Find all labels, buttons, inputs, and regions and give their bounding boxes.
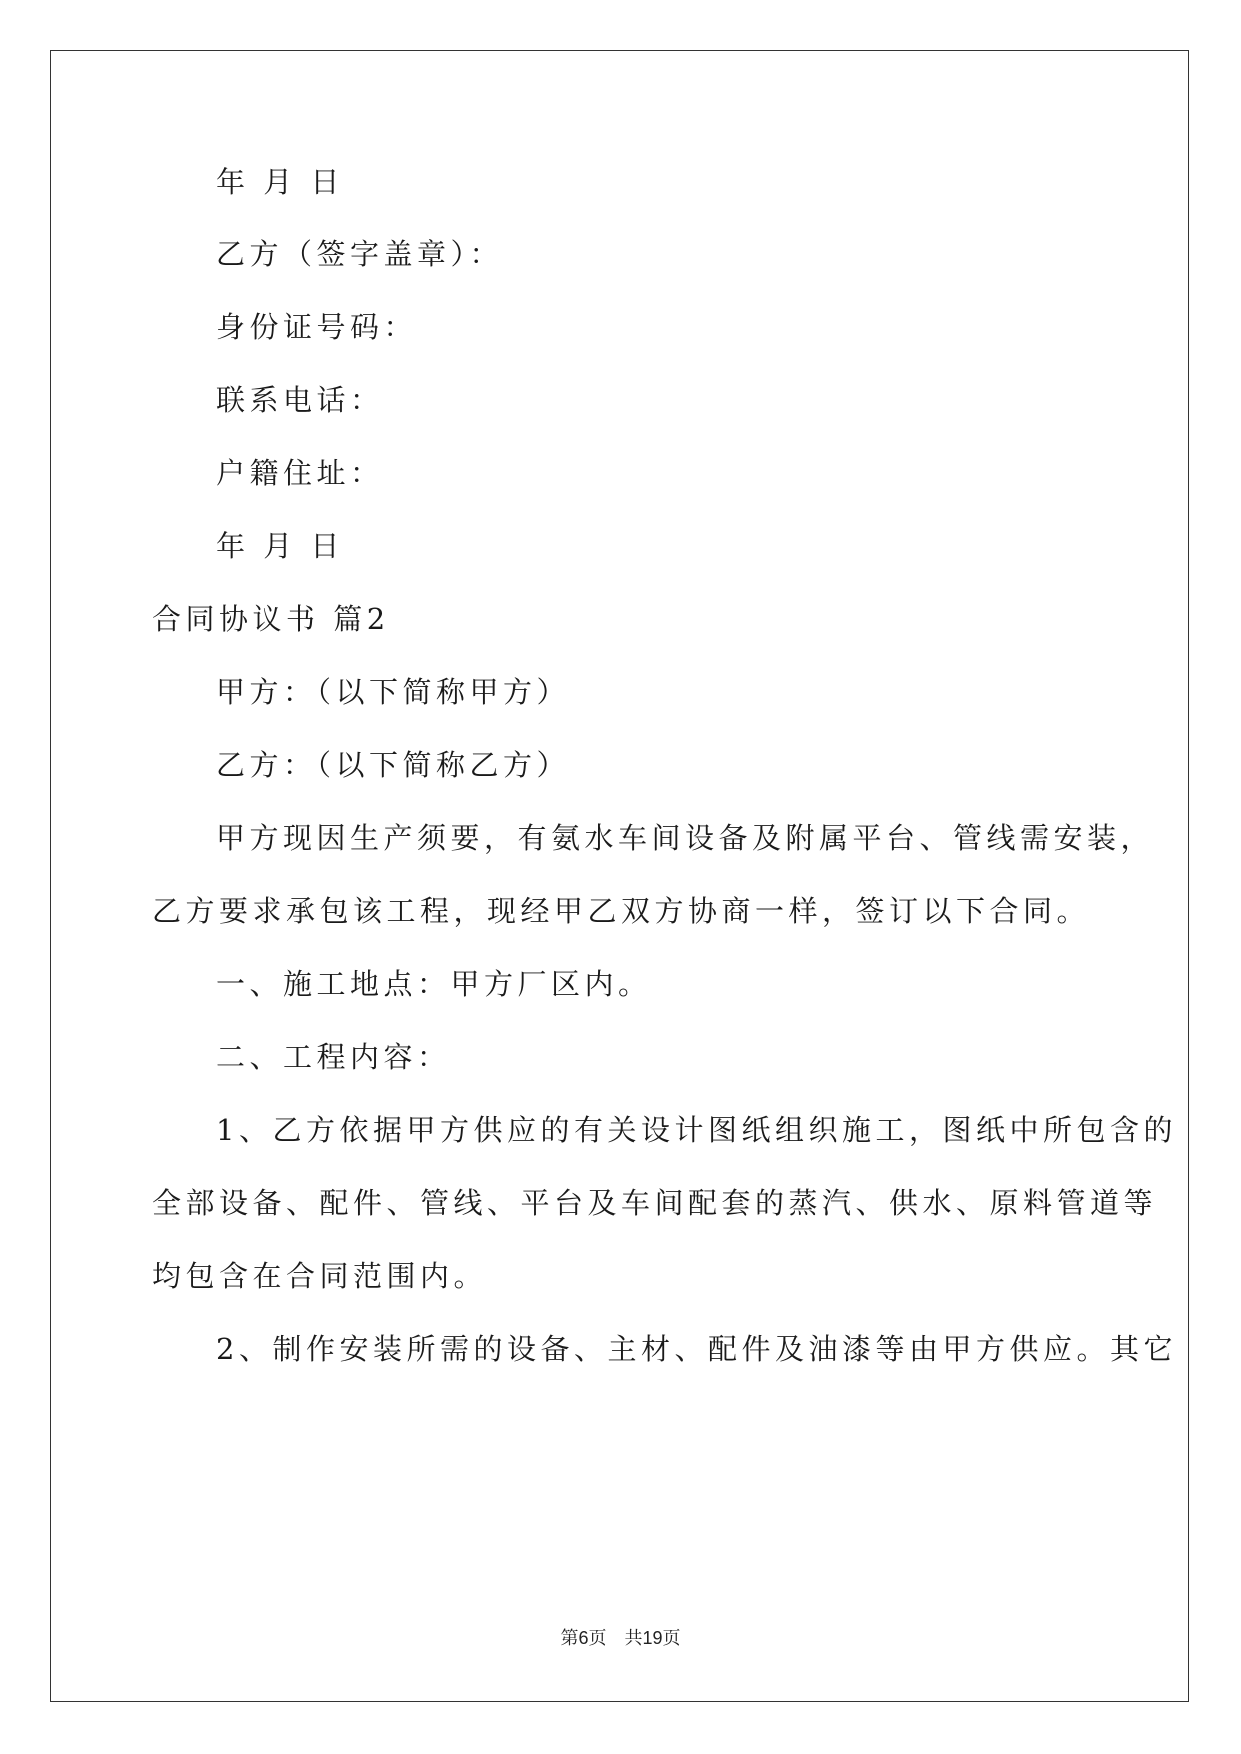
address-line: 户籍住址： bbox=[216, 456, 384, 490]
paragraph-line: 全部设备、配件、管线、平台及车间配套的蒸汽、供水、原料管道等 bbox=[152, 1186, 1158, 1220]
page-footer bbox=[0, 1624, 1241, 1650]
paragraph-line: 1、乙方依据甲方供应的有关设计图纸组织施工，图纸中所包含的 bbox=[216, 1113, 1177, 1147]
paragraph-line: 乙方要求承包该工程，现经甲乙双方协商一样，签订以下合同。 bbox=[152, 894, 1091, 928]
paragraph-line: 2、制作安装所需的设备、主材、配件及油漆等由甲方供应。其它 bbox=[216, 1332, 1177, 1366]
total-pages-number: 19 bbox=[642, 1628, 663, 1648]
paragraph-line: 均包含在合同范围内。 bbox=[152, 1259, 488, 1293]
page-border bbox=[50, 50, 1189, 1702]
paragraph-line: 甲方现因生产须要，有氨水车间设备及附属平台、管线需安装， bbox=[216, 821, 1155, 855]
footer-prefix: 第 bbox=[560, 1628, 579, 1649]
footer-suffix: 页 bbox=[662, 1628, 681, 1649]
current-page-number: 6 bbox=[578, 1628, 589, 1648]
id-number-line: 身份证号码： bbox=[216, 310, 418, 344]
date-line: 年 月 日 bbox=[216, 165, 344, 199]
date-line: 年 月 日 bbox=[216, 529, 344, 563]
footer-middle: 页 共 bbox=[588, 1628, 643, 1649]
clause-line: 一、施工地点：甲方厂区内。 bbox=[216, 967, 652, 1001]
party-a-line: 甲方：（以下简称甲方） bbox=[216, 675, 571, 709]
party-b-line: 乙方：（以下简称乙方） bbox=[216, 748, 571, 782]
section-heading: 合同协议书 篇2 bbox=[152, 602, 390, 636]
phone-line: 联系电话： bbox=[216, 383, 384, 417]
clause-line: 二、工程内容： bbox=[216, 1040, 451, 1074]
party-b-signature-line: 乙方（签字盖章）： bbox=[216, 237, 504, 271]
